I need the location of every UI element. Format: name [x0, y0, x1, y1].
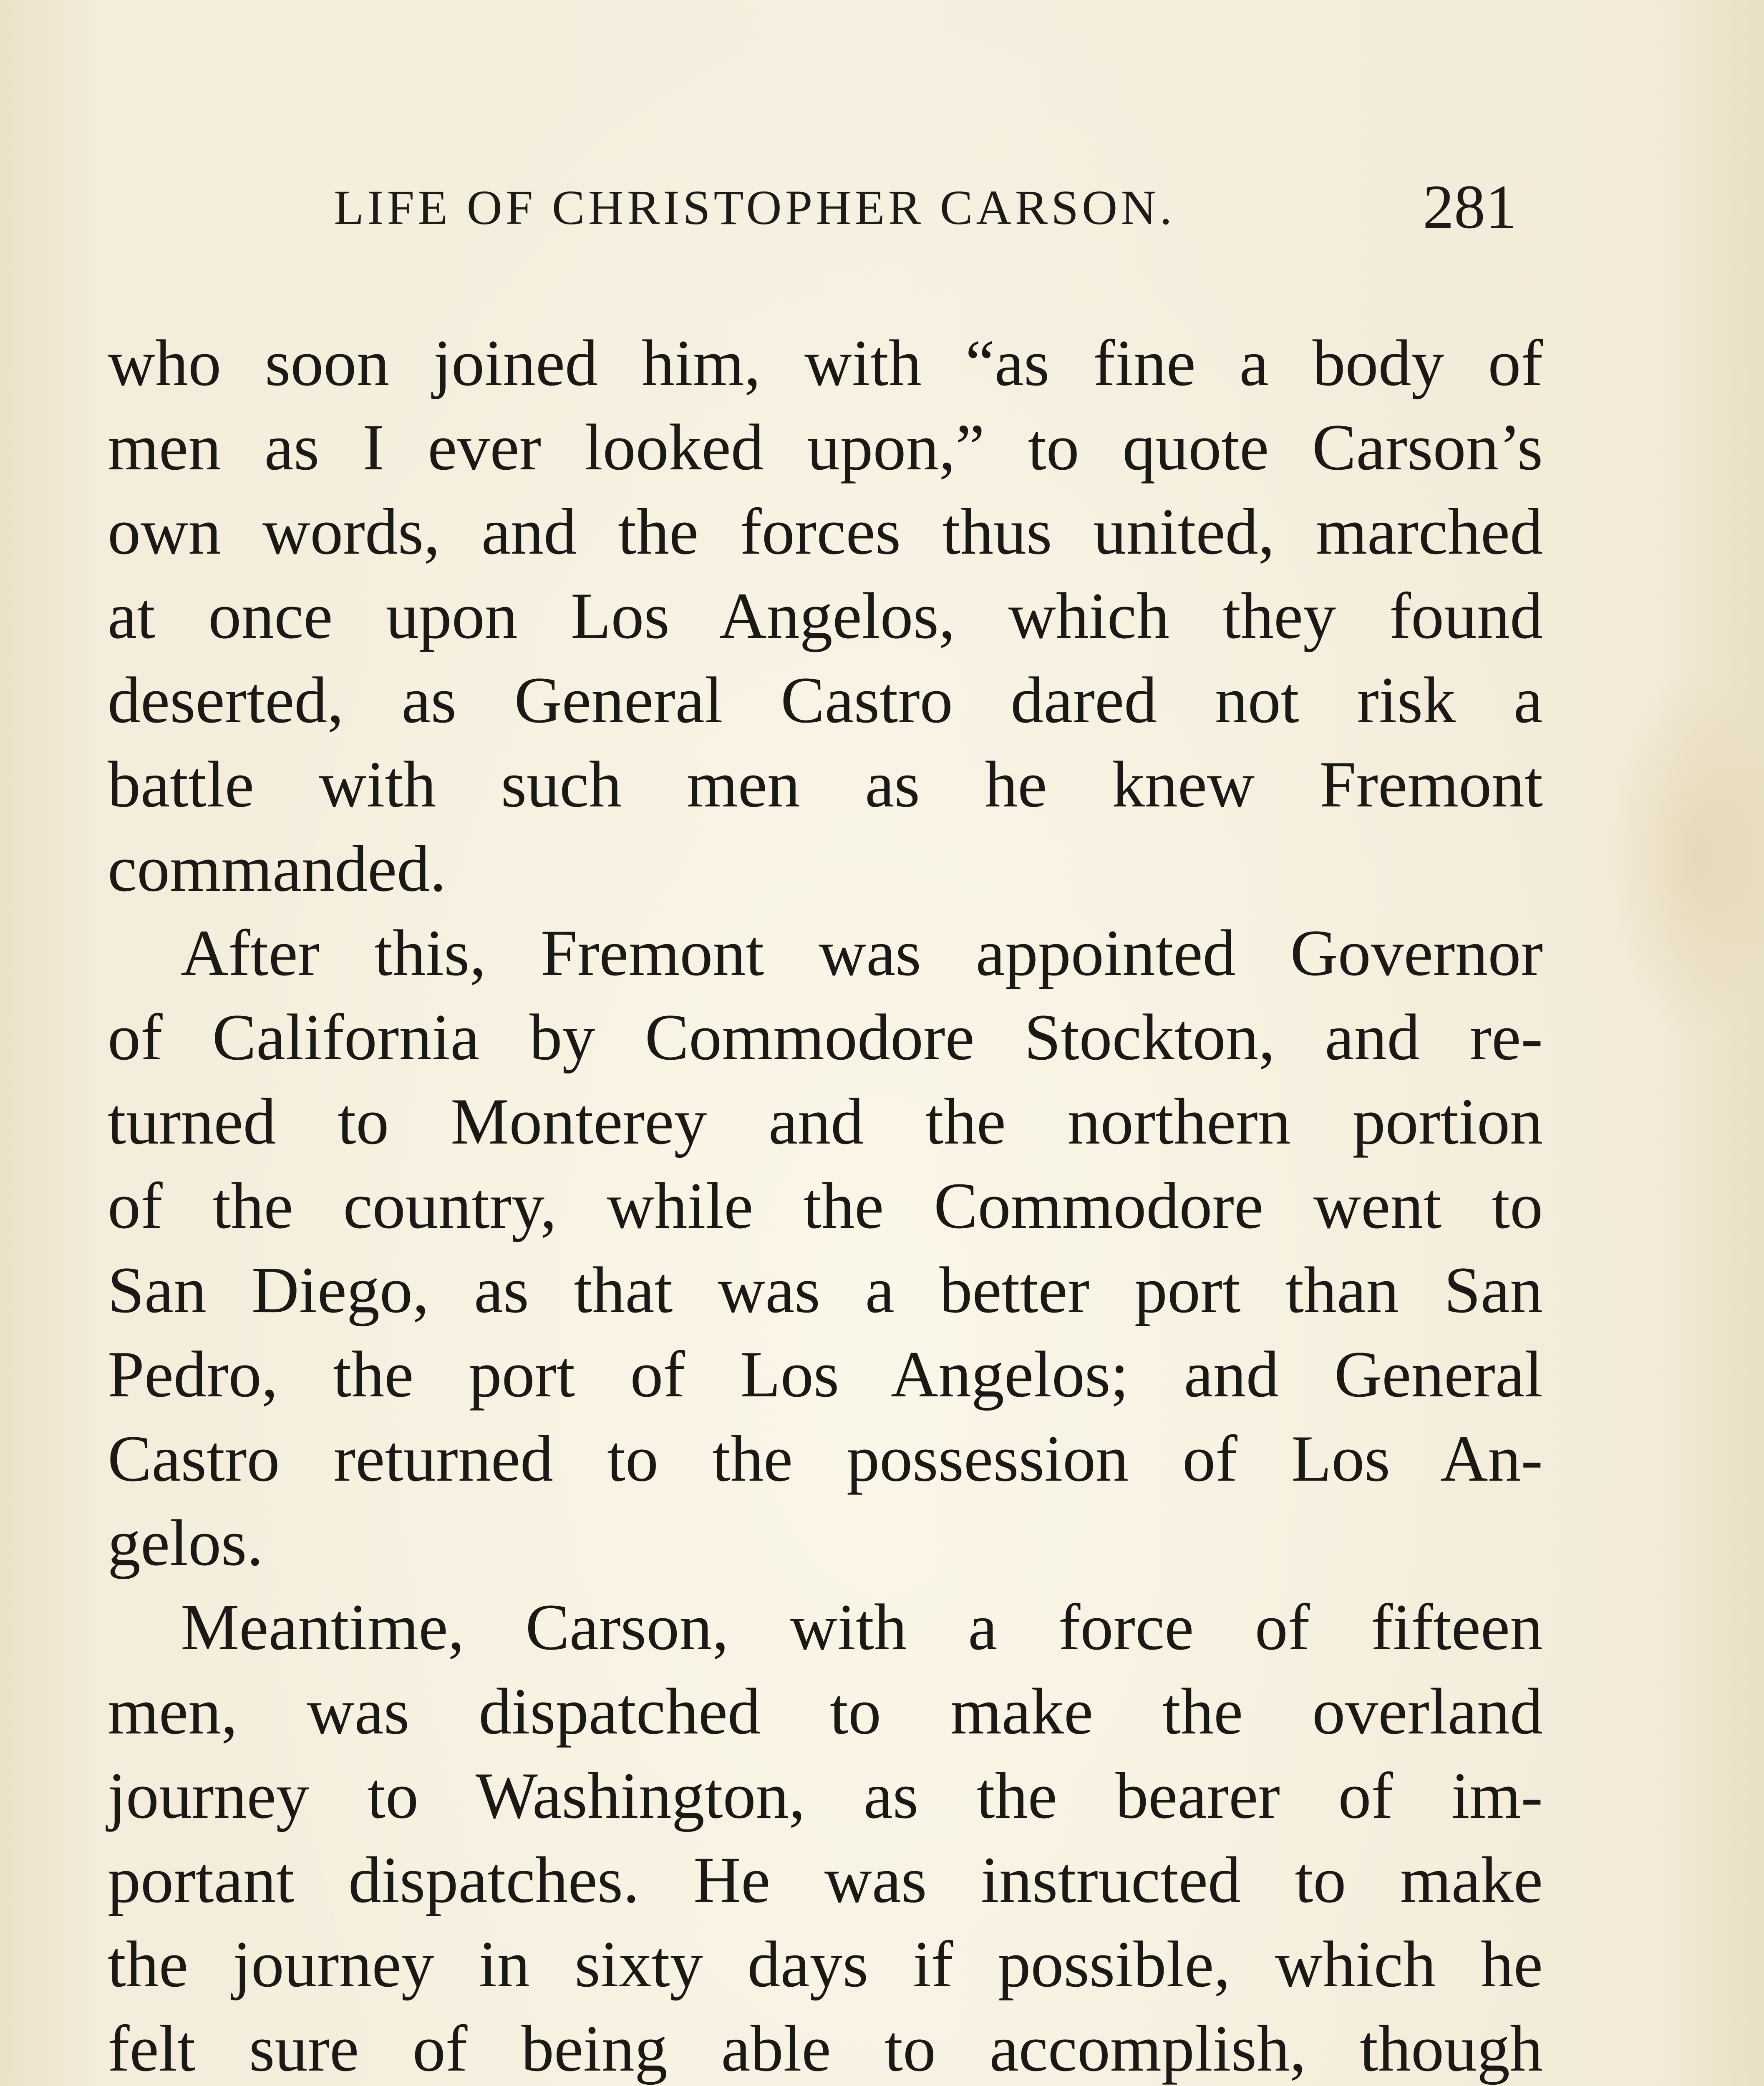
text-line: of California by Commodore Stockton, and re- [108, 1001, 1543, 1074]
paragraph-first-line: Meantime, Carson, with a force of fifteen [181, 1591, 1543, 1664]
text-line: men as I ever looked upon,” to quote Carson’s [108, 411, 1543, 484]
text-line: turned to Monterey and the northern portion [108, 1085, 1543, 1158]
text-line: of the country, while the Commodore went to [108, 1169, 1543, 1242]
text-line: Castro returned to the possession of Los An- [108, 1422, 1543, 1495]
text-line: the journey in sixty days if possible, which he [108, 1928, 1543, 2001]
text-line: men, was dispatched to make the overland [108, 1675, 1543, 1748]
text-line: portant dispatches. He was instructed to make [108, 1844, 1543, 1917]
text-line: felt sure of being able to accomplish, though [108, 2012, 1543, 2085]
text-line: commanded. [108, 832, 446, 905]
text-line: deserted, as General Castro dared not risk a [108, 664, 1543, 737]
text-line: gelos. [108, 1507, 264, 1580]
body-text [108, 321, 1543, 2086]
text-line: own words, and the forces thus united, marched [108, 495, 1543, 568]
text-line: battle with such men as he knew Fremont [108, 748, 1543, 821]
paper-stain [1606, 668, 1764, 1043]
text-line: journey to Washington, as the bearer of im- [108, 1759, 1543, 1832]
page-number: 281 [1423, 172, 1517, 242]
paragraph-first-line: After this, Fremont was appointed Governor [181, 917, 1543, 990]
text-line: at once upon Los Angelos, which they found [108, 579, 1543, 653]
running-title: LIFE OF CHRISTOPHER CARSON. [334, 180, 1175, 235]
text-line: who soon joined him, with “as fine a body of [108, 327, 1543, 400]
text-line: San Diego, as that was a better port than San [108, 1254, 1543, 1327]
text-line: Pedro, the port of Los Angelos; and General [108, 1338, 1543, 1411]
